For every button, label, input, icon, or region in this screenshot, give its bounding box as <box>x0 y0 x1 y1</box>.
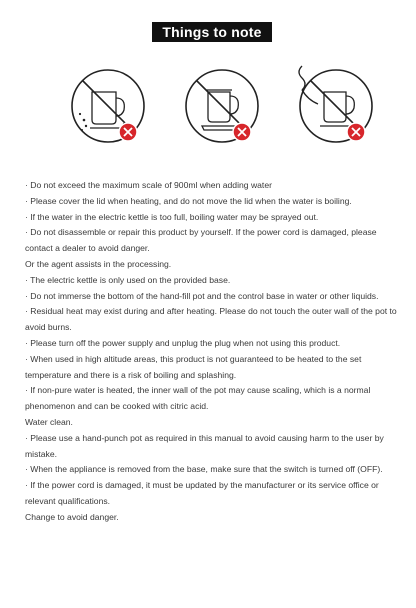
note-item: · Residual heat may exist during and after heating. Please do not touch the outer wall of the pot to avoid burns. <box>25 306 397 333</box>
note-item: · If the power cord is damaged, it must be updated by the manufacturer or its service office or relevant qualifications. <box>25 480 379 506</box>
notes-list <box>25 178 397 526</box>
no-lid-removal-kettle-icon <box>176 60 272 156</box>
note-item: · Please cover the lid when heating, and do not move the lid when the water is boiling. <box>25 195 352 206</box>
note-item: · Please turn off the power supply and unplug the plug when not using this product. <box>25 337 341 348</box>
note-item: · When the appliance is removed from the base, make sure that the switch is turned off (OFF). <box>25 464 383 475</box>
no-steam-kettle-icon <box>290 60 386 156</box>
note-item: Water clean. <box>25 416 73 427</box>
note-item: · If the water in the electric kettle is too full, boiling water may be sprayed out. <box>25 211 319 222</box>
page-title: Things to note <box>152 22 272 42</box>
note-item: · Please use a hand-punch pot as required in this manual to avoid causing harm to the user by mistake. <box>25 432 384 459</box>
note-item: · The electric kettle is only used on the provided base. <box>25 274 231 285</box>
note-item: · Do not exceed the maximum scale of 900ml when adding water <box>25 180 272 190</box>
note-item: · Do not immerse the bottom of the hand-fill pot and the control base in water or other liquids. <box>25 290 379 301</box>
note-item: · When used in high altitude areas, this product is not guaranteed to be heated to the set temperature and there is a risk of boiling and splashing. <box>25 353 362 380</box>
warning-icons-row <box>0 60 416 160</box>
no-overfill-kettle-icon <box>62 60 158 156</box>
note-item: Or the agent assists in the processing. <box>25 258 172 269</box>
note-item: · Do not disassemble or repair this product by yourself. If the power cord is damaged, please contact a dealer to avoid danger. <box>25 227 377 254</box>
note-item: Change to avoid danger. <box>25 511 119 522</box>
note-item: · If non-pure water is heated, the inner wall of the pot may cause scaling, which is a normal phenomenon and can be cooked with citric acid. <box>25 385 371 412</box>
